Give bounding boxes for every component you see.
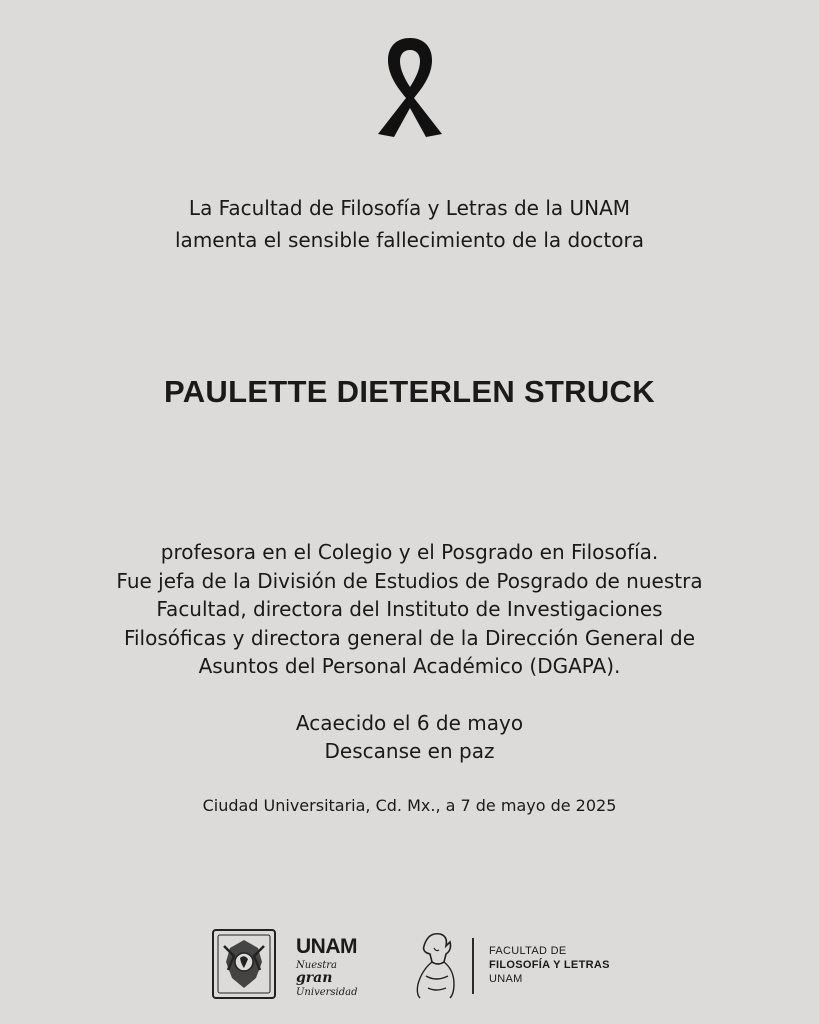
- tagline-universidad: Universidad: [296, 987, 358, 998]
- unam-seal-icon: [210, 928, 278, 1000]
- footer-logos: [0, 928, 819, 1004]
- ffyl-line: FACULTAD DE: [489, 945, 567, 957]
- tagline-nuestra: Nuestra: [296, 960, 338, 971]
- rest-in-peace: Descanse en paz: [324, 739, 495, 763]
- place-and-date: Ciudad Universitaria, Cd. Mx., a 7 de mayo de 2025: [202, 796, 617, 815]
- intro-line: La Facultad de Filosofía y Letras de la UNAM: [188, 196, 631, 220]
- intro-text: [0, 192, 819, 256]
- death-date: Acaecido el 6 de mayo: [295, 711, 524, 735]
- bio-line: Filosóficas y directora general de la Dirección General de: [123, 625, 696, 650]
- ffyl-line: FILOSOFÍA Y LETRAS: [489, 959, 610, 971]
- ffyl-wordmark: [489, 944, 610, 986]
- intro-line: lamenta el sensible fallecimiento de la doctora: [175, 228, 644, 252]
- deceased-name: PAULETTE DIETERLEN STRUCK: [164, 374, 655, 409]
- bio-line: Asuntos del Personal Académico (DGAPA).: [198, 654, 621, 678]
- mourning-ribbon-icon: [372, 34, 448, 138]
- bio-line: Facultad, directora del Instituto de Investigaciones: [156, 597, 663, 621]
- athena-figure-icon: [404, 928, 466, 1000]
- unam-wordmark: UNAM: [296, 935, 357, 958]
- bio-line: Fue jefa de la División de Estudios de Posgrado de nuestra: [116, 568, 703, 593]
- unam-logo: [294, 936, 378, 1000]
- unam-tagline: [296, 959, 376, 999]
- logo-divider: [472, 938, 474, 994]
- ffyl-line: UNAM: [489, 973, 523, 985]
- biography-text: [0, 538, 819, 681]
- bio-line: profesora en el Colegio y el Posgrado en Filosofía.: [160, 540, 659, 564]
- closing-text: [0, 709, 819, 765]
- tagline-gran: gran: [296, 970, 333, 986]
